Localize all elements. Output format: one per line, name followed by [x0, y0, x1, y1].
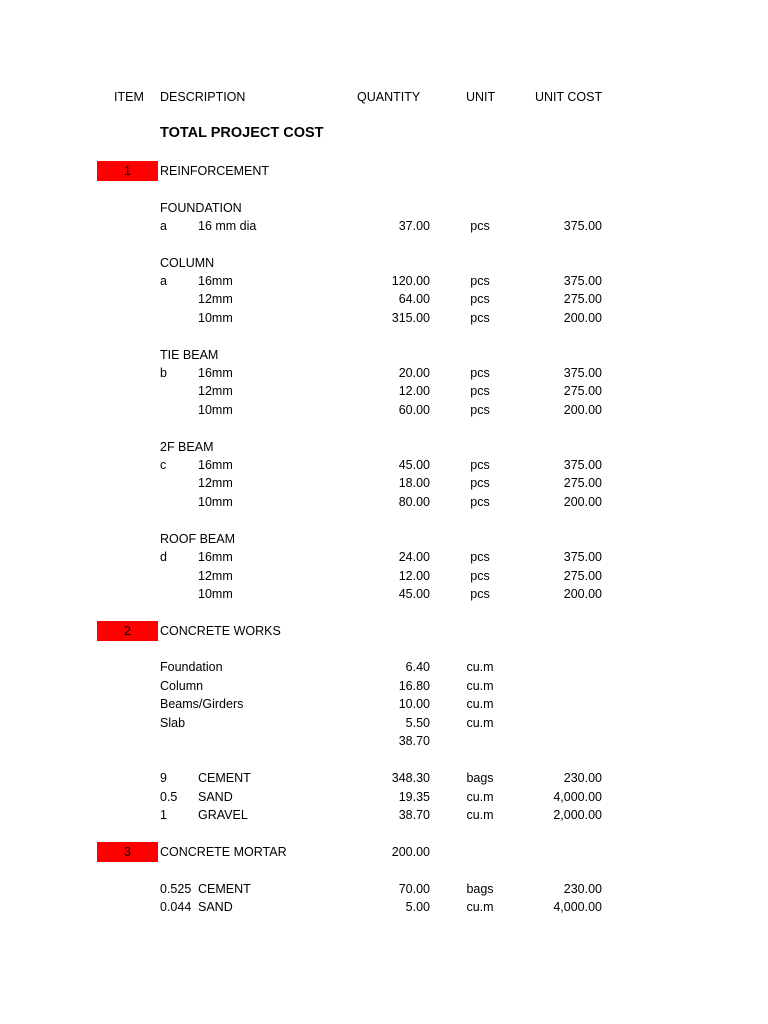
row-description: 10mm [198, 587, 233, 601]
row-unit: pcs [470, 550, 490, 564]
volume-total-row [0, 732, 768, 750]
table-row [0, 364, 768, 382]
row-quantity: 315.00 [391, 311, 430, 325]
table-row [0, 714, 768, 732]
section-row [0, 622, 768, 640]
row-description: 12mm [198, 476, 233, 490]
group-name: 2F BEAM [160, 440, 214, 454]
row-unit-cost: 2,000.00 [553, 808, 602, 822]
row-unit-cost: 375.00 [563, 458, 602, 472]
row-description: 10mm [198, 495, 233, 509]
table-row [0, 788, 768, 806]
row-quantity: 38.70 [398, 808, 430, 822]
row-description: 16mm [198, 550, 233, 564]
title-row [0, 124, 768, 142]
table-row [0, 493, 768, 511]
row-unit: cu.m [466, 697, 494, 711]
table-row [0, 217, 768, 235]
row-unit: pcs [470, 292, 490, 306]
row-description: CEMENT [198, 882, 251, 896]
row-quantity: 19.35 [398, 790, 430, 804]
header-unit: UNIT [466, 90, 496, 104]
row-code: d [160, 550, 167, 564]
row-unit: cu.m [466, 716, 494, 730]
section-number-badge: 3 [97, 842, 158, 862]
row-description: 16mm [198, 366, 233, 380]
row-unit-cost: 375.00 [563, 274, 602, 288]
row-description: 10mm [198, 311, 233, 325]
row-unit: pcs [470, 219, 490, 233]
group-name: TIE BEAM [160, 348, 219, 362]
row-factor: 1 [160, 808, 167, 822]
row-quantity: 5.50 [405, 716, 430, 730]
row-code: a [160, 219, 167, 233]
header-row [0, 88, 768, 106]
row-description: Foundation [160, 660, 223, 674]
row-description: 16 mm dia [198, 219, 257, 233]
row-unit: pcs [470, 274, 490, 288]
row-unit-cost: 230.00 [563, 771, 602, 785]
row-description: Slab [160, 716, 186, 730]
row-quantity: 12.00 [398, 384, 430, 398]
row-unit-cost: 375.00 [563, 219, 602, 233]
row-unit-cost: 200.00 [563, 403, 602, 417]
row-unit-cost: 200.00 [563, 311, 602, 325]
table-row [0, 401, 768, 419]
section-row [0, 162, 768, 180]
row-unit: bags [466, 771, 494, 785]
row-description: 10mm [198, 403, 233, 417]
row-unit: cu.m [466, 808, 494, 822]
row-quantity: 5.00 [405, 900, 430, 914]
group-name: FOUNDATION [160, 201, 242, 215]
section-row [0, 843, 768, 861]
row-description: CEMENT [198, 771, 251, 785]
row-description: SAND [198, 790, 233, 804]
row-unit: cu.m [466, 790, 494, 804]
header-unit-cost: UNIT COST [535, 90, 603, 104]
page-title: TOTAL PROJECT COST [160, 125, 324, 141]
row-unit: cu.m [466, 900, 494, 914]
header-description: DESCRIPTION [160, 90, 246, 104]
table-row [0, 769, 768, 787]
row-description: 12mm [198, 569, 233, 583]
header-item: ITEM [114, 90, 144, 104]
table-row [0, 585, 768, 603]
row-quantity: 45.00 [398, 587, 430, 601]
table-row [0, 309, 768, 327]
row-unit: bags [466, 882, 494, 896]
table-row [0, 695, 768, 713]
section-label: CONCRETE MORTAR [160, 845, 287, 859]
row-description: 12mm [198, 292, 233, 306]
row-quantity: 10.00 [398, 697, 430, 711]
table-row [0, 567, 768, 585]
row-unit: pcs [470, 403, 490, 417]
table-row [0, 474, 768, 492]
row-unit: pcs [470, 458, 490, 472]
section-label: CONCRETE WORKS [160, 624, 281, 638]
row-quantity: 45.00 [398, 458, 430, 472]
row-description: 16mm [198, 274, 233, 288]
group-heading [0, 438, 768, 456]
row-unit-cost: 200.00 [563, 495, 602, 509]
section-number-badge: 2 [97, 621, 158, 641]
table-row [0, 806, 768, 824]
row-description: 12mm [198, 384, 233, 398]
row-quantity: 6.40 [405, 660, 430, 674]
row-unit: pcs [470, 495, 490, 509]
table-row [0, 880, 768, 898]
table-row [0, 658, 768, 676]
row-code: a [160, 274, 167, 288]
row-quantity: 70.00 [398, 882, 430, 896]
row-unit-cost: 4,000.00 [553, 900, 602, 914]
group-heading [0, 254, 768, 272]
row-unit-cost: 375.00 [563, 550, 602, 564]
section-label: REINFORCEMENT [160, 164, 270, 178]
row-description: 16mm [198, 458, 233, 472]
group-heading [0, 346, 768, 364]
row-unit-cost: 275.00 [563, 292, 602, 306]
table-row [0, 382, 768, 400]
section-quantity: 200.00 [391, 845, 430, 859]
row-unit: pcs [470, 587, 490, 601]
table-row [0, 548, 768, 566]
row-code: b [160, 366, 167, 380]
row-factor: 0.525 [160, 882, 192, 896]
row-code: c [160, 458, 167, 472]
row-quantity: 20.00 [398, 366, 430, 380]
row-unit: pcs [470, 311, 490, 325]
row-unit-cost: 230.00 [563, 882, 602, 896]
header-quantity: QUANTITY [357, 90, 421, 104]
row-quantity: 64.00 [398, 292, 430, 306]
row-unit: pcs [470, 569, 490, 583]
row-factor: 9 [160, 771, 167, 785]
row-description: GRAVEL [198, 808, 248, 822]
group-heading [0, 199, 768, 217]
row-unit: cu.m [466, 679, 494, 693]
row-unit-cost: 275.00 [563, 569, 602, 583]
row-quantity: 18.00 [398, 476, 430, 490]
row-quantity: 348.30 [391, 771, 430, 785]
row-unit-cost: 375.00 [563, 366, 602, 380]
row-description: Beams/Girders [160, 697, 244, 711]
table-row [0, 898, 768, 916]
row-factor: 0.044 [160, 900, 192, 914]
row-unit-cost: 200.00 [563, 587, 602, 601]
row-quantity: 120.00 [391, 274, 430, 288]
table-row [0, 272, 768, 290]
row-quantity: 16.80 [398, 679, 430, 693]
row-quantity: 24.00 [398, 550, 430, 564]
table-row [0, 290, 768, 308]
row-quantity: 80.00 [398, 495, 430, 509]
row-unit: pcs [470, 384, 490, 398]
volume-total: 38.70 [398, 734, 430, 748]
section-number-badge: 1 [97, 161, 158, 181]
table-row [0, 677, 768, 695]
row-description: Column [160, 679, 204, 693]
row-unit: pcs [470, 366, 490, 380]
row-unit: pcs [470, 476, 490, 490]
row-description: SAND [198, 900, 233, 914]
group-name: COLUMN [160, 256, 215, 270]
row-factor: 0.5 [160, 790, 178, 804]
table-row [0, 456, 768, 474]
row-quantity: 37.00 [398, 219, 430, 233]
group-heading [0, 530, 768, 548]
group-name: ROOF BEAM [160, 532, 236, 546]
row-unit-cost: 4,000.00 [553, 790, 602, 804]
row-quantity: 60.00 [398, 403, 430, 417]
row-unit-cost: 275.00 [563, 476, 602, 490]
row-unit-cost: 275.00 [563, 384, 602, 398]
row-quantity: 12.00 [398, 569, 430, 583]
row-unit: cu.m [466, 660, 494, 674]
